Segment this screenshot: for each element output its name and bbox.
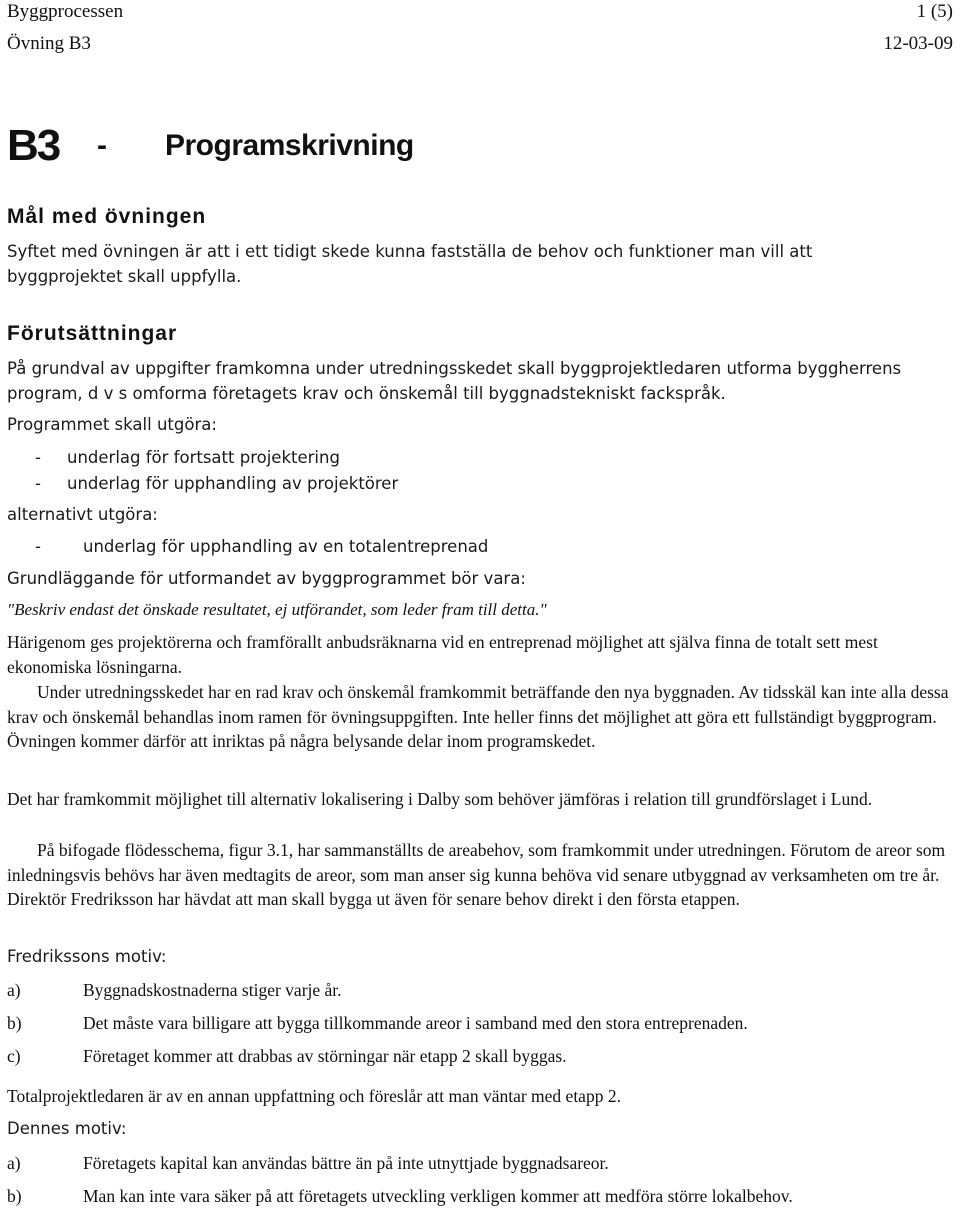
- paragraph-localisation: Det har framkommit möjlighet till alternativ lokalisering i Dalby som behöver jämföras i relation till grundförslaget i Lund.: [7, 789, 873, 809]
- list-marker: -: [35, 474, 41, 493]
- list-item: [7, 1151, 907, 1184]
- list-text: Det måste vara billigare att bygga tillkommande areor i samband med den stora entreprenaden.: [83, 1013, 748, 1033]
- list-text: underlag för fortsatt projektering: [67, 448, 340, 467]
- list-item: [7, 1011, 907, 1044]
- dennes-motives: [7, 1151, 907, 1209]
- title-code: B3: [7, 121, 60, 170]
- list-item: [7, 446, 340, 471]
- fredriksson-motives: [7, 978, 907, 1077]
- page-number: 1 (5): [916, 1, 953, 22]
- list-text: underlag för upphandling av projektörer: [67, 474, 399, 493]
- list-item: [7, 1044, 907, 1077]
- principle-quote: "Beskriv endast det önskade resultatet, ej utförandet, som leder fram till detta.": [7, 600, 547, 619]
- list-marker: -: [35, 448, 41, 467]
- list-marker: b): [7, 1013, 22, 1033]
- document-date: 12-03-09: [883, 33, 953, 54]
- exercise-name: Övning B3: [7, 33, 91, 54]
- fredriksson-lead: Fredrikssons motiv:: [7, 947, 167, 966]
- list-item: [7, 978, 907, 1011]
- program-lead: Programmet skall utgöra:: [7, 415, 217, 434]
- heading-prerequisites: Förutsättningar: [7, 322, 178, 345]
- page-header-bottom: [7, 32, 953, 56]
- list-marker: a): [7, 980, 21, 1000]
- purpose-text: Syftet med övningen är att i ett tidigt skede kunna fastställa de behov och funktioner man vill att byggprojektet skall uppfylla.: [7, 242, 813, 286]
- heading-purpose: Mål med övningen: [7, 205, 207, 228]
- page-header-top: [7, 0, 953, 24]
- course-name: Byggprocessen: [7, 1, 124, 22]
- title-text: Programskrivning: [165, 129, 414, 162]
- list-marker: a): [7, 1153, 21, 1173]
- list-marker: c): [7, 1046, 21, 1066]
- list-item: [7, 472, 398, 497]
- paragraph-requirements: Under utredningsskedet har en rad krav och önskemål framkommit beträffande den nya byggnaden. Av tidsskäl kan inte alla dessa krav och önskemål behandlas inom ramen för övningsuppgiften. Inte heller finns det möjlighet att göra ett fullständigt byggprogram. Övningen kommer därför att inriktas på några belysande delar inom programskedet.: [7, 682, 949, 751]
- alternative-lead: alternativt utgöra:: [7, 505, 158, 524]
- list-marker: -: [35, 537, 41, 556]
- dennes-lead: Dennes motiv:: [7, 1119, 127, 1138]
- list-text: Företaget kommer att drabbas av störningar när etapp 2 skall byggas.: [83, 1046, 567, 1066]
- paragraph-area-needs: På bifogade flödesschema, figur 3.1, har sammanställts de areabehov, som framkommit under utredningen. Förutom de areor som inledningsvis behövs har även medtagits de areor, som man anser sig kunna behöva vid senare utbyggnad av verksamheten om tre år. Direktör Fredriksson har hävdat att man skall bygga ut även för senare behov direkt i den första etappen.: [7, 840, 946, 909]
- list-marker: b): [7, 1186, 22, 1206]
- page-title: [7, 118, 414, 174]
- prerequisites-intro: På grundval av uppgifter framkomna under utredningsskedet skall byggprojektledaren utforma byggherrens program, d v s omforma företagets krav och önskemål till byggnadstekniskt fackspråk.: [7, 359, 902, 403]
- paragraph-project-leader: Totalprojektledaren är av en annan uppfattning och föreslår att man väntar med etapp 2.: [7, 1086, 621, 1106]
- paragraph-solutions: Härigenom ges projektörerna och framförallt anbudsräknarna vid en entreprenad möjlighet att själva finna de totalt sett mest ekonomiska lösningarna.: [7, 632, 878, 677]
- basis-lead: Grundläggande för utformandet av byggprogrammet bör vara:: [7, 569, 526, 588]
- list-text: Man kan inte vara säker på att företagets utveckling verkligen kommer att medföra större lokalbehov.: [83, 1186, 793, 1206]
- list-item: [7, 535, 488, 560]
- list-text: Byggnadskostnaderna stiger varje år.: [83, 980, 342, 1000]
- list-text: underlag för upphandling av en totalentreprenad: [83, 537, 489, 556]
- list-text: Företagets kapital kan användas bättre än på inte utnyttjade byggnadsareor.: [83, 1153, 609, 1173]
- list-item: [7, 1184, 907, 1209]
- title-dash: -: [97, 129, 107, 162]
